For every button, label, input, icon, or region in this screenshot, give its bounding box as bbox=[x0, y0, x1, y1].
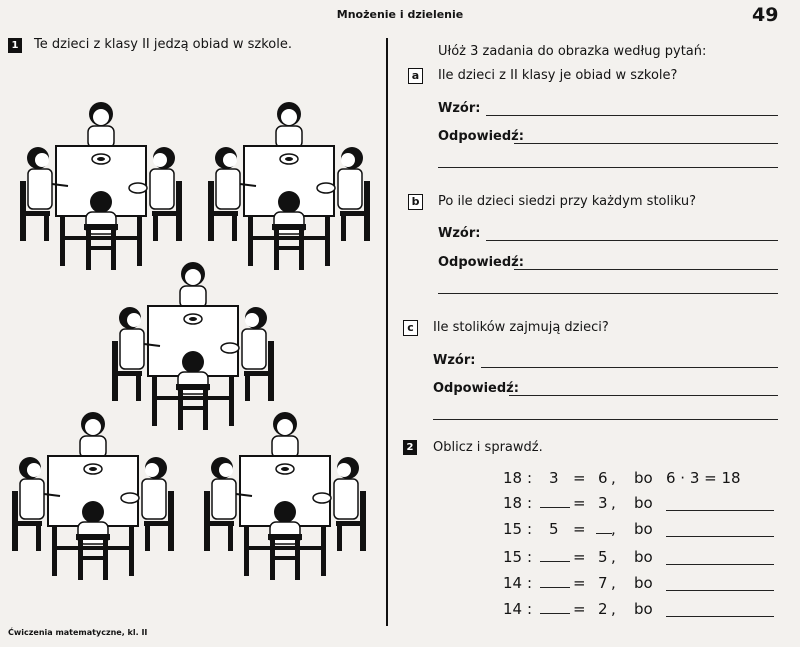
question-a-text: Ile dzieci z II klasy je obiad w szkole? bbox=[438, 68, 678, 83]
question-c-answer-line[interactable] bbox=[509, 395, 778, 396]
divisor-blank[interactable] bbox=[540, 574, 570, 592]
question-a-formula-label: Wzór: bbox=[438, 101, 481, 116]
equation-dividend: 15 bbox=[503, 520, 523, 538]
bo-word: bo bbox=[634, 520, 653, 538]
task-1-title: Te dzieci z klasy II jedzą obiad w szkole. bbox=[34, 37, 292, 52]
equals-sign: = bbox=[573, 520, 586, 538]
equation-divisor: 3 bbox=[549, 469, 559, 487]
equation-dividend: 14 bbox=[503, 574, 523, 592]
comma: , bbox=[611, 494, 616, 512]
division-sign: : bbox=[527, 548, 533, 566]
equation-dividend: 18 bbox=[503, 469, 523, 487]
divisor-blank[interactable] bbox=[540, 600, 570, 618]
quotient-blank[interactable] bbox=[596, 520, 612, 538]
section-title: Mnożenie i dzielenie bbox=[336, 8, 464, 21]
right-intro: Ułóż 3 zadania do obrazka według pytań: bbox=[438, 44, 707, 59]
question-a-answer-line-2[interactable] bbox=[438, 167, 778, 168]
divisor-blank[interactable] bbox=[540, 548, 570, 566]
equation-dividend: 15 bbox=[503, 548, 523, 566]
equation-dividend: 14 bbox=[503, 600, 523, 618]
children-at-tables-illustration bbox=[8, 96, 378, 616]
question-b-answer-label: Odpowiedź: bbox=[438, 255, 524, 270]
question-b-answer-line-2[interactable] bbox=[438, 293, 778, 294]
question-b-formula-label: Wzór: bbox=[438, 226, 481, 241]
question-a-formula-line[interactable] bbox=[486, 115, 778, 116]
column-divider bbox=[386, 38, 388, 626]
question-a-answer-line[interactable] bbox=[514, 143, 778, 144]
bo-word: bo bbox=[634, 469, 653, 487]
equation-divisor: 5 bbox=[549, 520, 559, 538]
equation-quotient: 7 bbox=[598, 574, 608, 592]
check-equation: 6 · 3 = 18 bbox=[666, 469, 741, 487]
question-c-letter: c bbox=[403, 320, 418, 336]
question-c-text: Ile stolików zajmują dzieci? bbox=[433, 320, 609, 335]
equation-quotient: 5 bbox=[598, 548, 608, 566]
bo-word: bo bbox=[634, 494, 653, 512]
division-sign: : bbox=[527, 600, 533, 618]
equals-sign: = bbox=[573, 574, 586, 592]
division-sign: : bbox=[527, 520, 533, 538]
check-answer-line[interactable] bbox=[666, 536, 774, 537]
equals-sign: = bbox=[573, 600, 586, 618]
question-c-formula-line[interactable] bbox=[481, 367, 778, 368]
page-number: 49 bbox=[752, 4, 779, 26]
check-answer-line[interactable] bbox=[666, 510, 774, 511]
equals-sign: = bbox=[573, 548, 586, 566]
task-1-number: 1 bbox=[8, 38, 22, 53]
footer-book-title: Ćwiczenia matematyczne, kl. II bbox=[8, 628, 148, 637]
question-b-formula-line[interactable] bbox=[486, 240, 778, 241]
division-sign: : bbox=[527, 494, 533, 512]
task-2-title: Oblicz i sprawdź. bbox=[433, 440, 543, 455]
equals-sign: = bbox=[573, 494, 586, 512]
equation-quotient: 6 bbox=[598, 469, 608, 487]
question-c-answer-line-2[interactable] bbox=[433, 419, 778, 420]
check-answer-line[interactable] bbox=[666, 616, 774, 617]
division-sign: : bbox=[527, 574, 533, 592]
comma: , bbox=[611, 574, 616, 592]
question-b-letter: b bbox=[408, 194, 423, 210]
comma: , bbox=[611, 469, 616, 487]
bo-word: bo bbox=[634, 600, 653, 618]
check-answer-line[interactable] bbox=[666, 564, 774, 565]
equation-quotient: 3 bbox=[598, 494, 608, 512]
question-c-formula-label: Wzór: bbox=[433, 353, 476, 368]
divisor-blank[interactable] bbox=[540, 494, 570, 512]
equation-quotient: 2 bbox=[598, 600, 608, 618]
task-2-number: 2 bbox=[403, 440, 417, 455]
question-a-letter: a bbox=[408, 68, 423, 84]
check-answer-line[interactable] bbox=[666, 590, 774, 591]
equals-sign: = bbox=[573, 469, 586, 487]
comma: , bbox=[611, 548, 616, 566]
comma: , bbox=[611, 520, 616, 538]
bo-word: bo bbox=[634, 548, 653, 566]
equation-dividend: 18 bbox=[503, 494, 523, 512]
question-b-text: Po ile dzieci siedzi przy każdym stoliku? bbox=[438, 194, 696, 209]
bo-word: bo bbox=[634, 574, 653, 592]
question-a-answer-label: Odpowiedź: bbox=[438, 129, 524, 144]
question-b-answer-line[interactable] bbox=[514, 269, 778, 270]
comma: , bbox=[611, 600, 616, 618]
division-sign: : bbox=[527, 469, 533, 487]
question-c-answer-label: Odpowiedź: bbox=[433, 381, 519, 396]
